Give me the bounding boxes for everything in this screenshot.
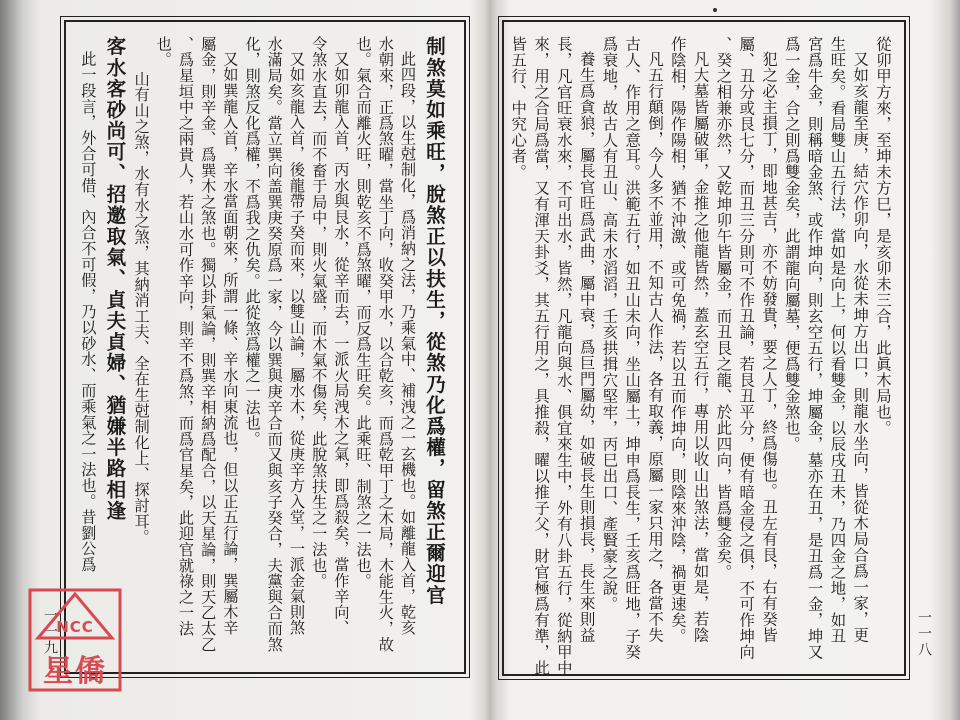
text-column: 水滿局矣。當立巽向盖巽庚癸原爲一家，今以巽與庚辛合而又與亥子癸合，夫黨與合而煞: [265, 36, 284, 653]
left-page-body: [78, 36, 450, 660]
right-page-number: 一一八: [916, 610, 932, 658]
text-column: 皆五行、中究心者。: [509, 36, 528, 180]
right-page: [494, 0, 942, 720]
text-column: 古人、作用之意耳。洪範五行，如丑山未向，坐山屬土，坤申爲長生，壬亥爲旺地，子癸: [623, 36, 642, 660]
right-page-body: [509, 36, 894, 676]
text-column: 、爲星垣中之兩貴人，若山水可作辛向，則辛不爲煞，而爲官星矣，此迎官就祿之一法: [176, 36, 195, 637]
text-column: 又如亥龍至庚，結穴作卯向，水從未坤方出口，則龍水坐向，皆從木局合爲一家，更: [851, 51, 870, 644]
text-column: 又如卯龍入首，丙水與艮水，從辛而去，一派火局洩木之氣，即爲殺矣，當作辛向、: [332, 51, 351, 636]
text-column: 作陰相，陽作陽相，猶不沖激、或可免禍，若以丑而作坤向，則陰來沖陰，禍更速矣。: [668, 36, 687, 644]
text-column: 又如亥龍入首，後龍帶子癸而來，以雙山論，屬水木，從庚辛方入堂，一派金氣則煞: [287, 51, 306, 636]
text-column: 令煞水直去，而不畜于局中，則火氣盛，而木氣不傷矣，此脫煞扶生之一法也。: [310, 36, 329, 589]
stamp-line2: 星僑: [43, 654, 107, 689]
left-page-number: 一一九: [42, 608, 58, 656]
text-column: 爲一金，合之則爲雙金矣，此謂龍向屬墓，便爲雙金煞也。: [782, 36, 801, 452]
text-column: 從卯甲方來，至坤未方巳，是亥卯未三合，此眞木局也。: [874, 36, 892, 436]
text-column: 爲衰地，故古人有丑山、高未水滔滔，壬亥拱揖穴堅牢，丙巳出口、產賢豪之說。: [600, 36, 619, 612]
text-column: 也。: [154, 36, 173, 68]
text-column: 養生爲貪狼，屬長官旺爲武曲，屬中衰，爲巨門屬幼，如破長生則損長，長生來則益: [577, 51, 596, 644]
text-column: 生旺矣。看局雙山五行法，當如是向上，何以看雙金，以辰戌丑未，乃四金之地，如丑: [828, 36, 847, 644]
text-column: 、癸之相兼亦然，又乾坤卯午皆屬金，而丑艮之龍、於此四向，皆爲雙金矣。: [714, 36, 733, 580]
text-column: 此一段言，外合可借、內合不可假，乃以砂水、而乘氣之一法也。昔劉公爲: [79, 51, 98, 573]
text-column: 又如巽龍入首，辛水當面朝來，所謂一條、辛水向東流也，但以正五行論，巽屬木辛: [221, 51, 240, 636]
section-heading: 制煞莫如乘旺，脫煞正以扶生，從煞乃化爲權，留煞正爾迎官: [423, 36, 446, 606]
text-column: 也。氣合而離火旺，則乾亥不爲煞曜，而反爲生旺矣。此乘旺、制煞之一法也。: [354, 36, 373, 589]
text-column: 凡五行顛倒，今人多不並用，不知古人作法，各有取義，原屬一家只用之，各當不失: [646, 51, 665, 644]
text-column: 來，用之合局爲當，又有渾天卦爻，其五行用之，具推殺，曜以推子父，財官極爲有準，此: [532, 36, 551, 676]
text-column: 宮爲牛金，則稱暗金煞、或作坤向，則玄空五行，坤屬金，墓亦在丑，是丑爲一金，坤又: [805, 36, 824, 660]
text-column: 水朝來，正爲煞曜，當坐丁向，收癸甲水，以合乾亥，而爲乾甲丁之木局，木能生火，故: [376, 36, 395, 653]
text-column: 屬、丑分或艮七分，而丑三分則可不作丑論，若艮丑平分，便有暗金侵之俱，不可作坤向: [737, 36, 756, 660]
text-column: 化，則煞反化爲權，不爲我之仇矣。此從煞爲權之一法也。: [243, 36, 262, 447]
text-column: 犯之必主損丁，即地甚吉，亦不妨發貴，要之人丁，終爲傷也。丑左有艮，右有癸皆: [760, 51, 779, 644]
text-column: 屬金，則辛金、爲巽木之煞也。獨以卦氣論，則巽辛相納爲配合，以天星論，則天乙太乙: [199, 36, 218, 653]
section-heading: 客水客砂尚可、招邀取氣、貞夫貞婦、猶嫌半路相逢: [103, 36, 127, 522]
stamp-line1: NCC: [56, 618, 94, 636]
text-column: 此四段，以生尅制化，爲消納之法，乃乘氣中、補洩之一玄機也。如離龍入首，乾亥: [399, 51, 417, 636]
text-column: 長，凡官旺衰水來，不可出水，皆然，凡龍向與水、俱宜來生中，外有八卦五行，從納甲中: [554, 36, 573, 676]
publisher-stamp: [28, 588, 122, 692]
right-page-frame: [502, 20, 906, 676]
text-column: 山有山之煞，水有水之煞，其納消工夫、全在生尅制化上、探討耳。: [132, 70, 151, 545]
text-column: 凡大墓皆屬破軍，金推之他龍皆然，蓋玄空五行，專用以收山出煞法，當如是，若陰: [691, 51, 710, 644]
left-page-frame: [64, 20, 466, 674]
